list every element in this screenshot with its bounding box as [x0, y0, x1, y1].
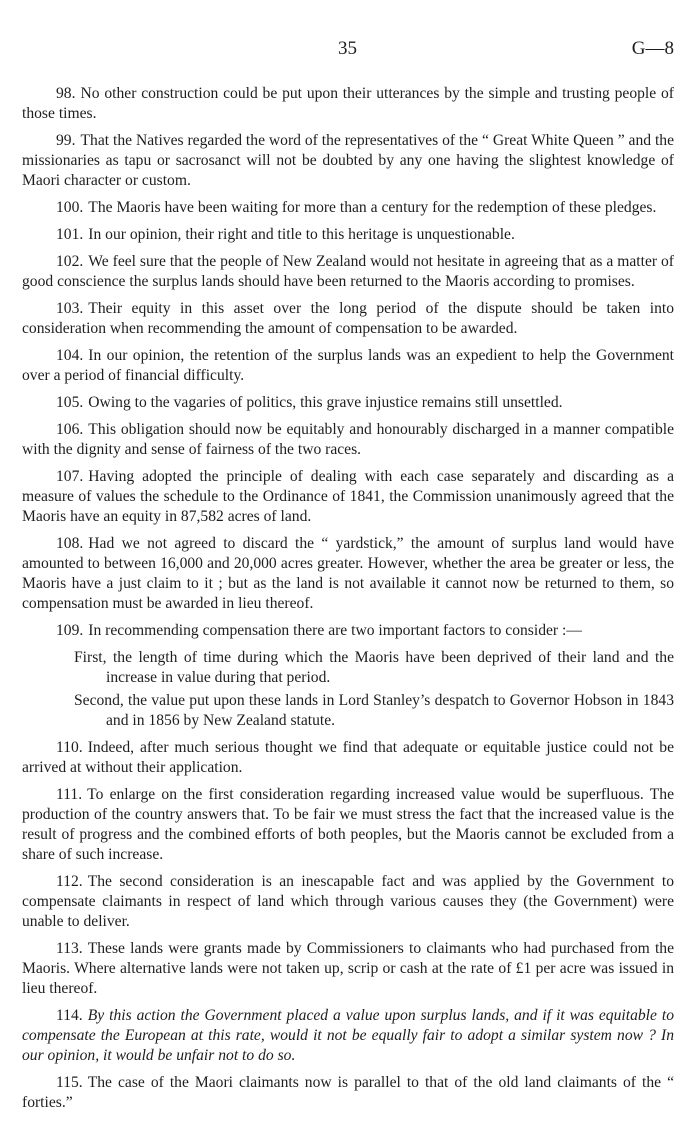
- paragraph-text: The second consideration is an inescapable fact and was applied by the Government to compensate claimants in respect of land which through various causes they (the Government) were unable to deliver.: [22, 873, 674, 930]
- paragraph-109: [22, 621, 674, 641]
- paragraph-number: 112.: [56, 873, 83, 890]
- paragraph-text: Indeed, after much serious thought we find that adequate or equitable justice could not be arrived at without their application.: [22, 739, 674, 776]
- paragraph-text: This obligation should now be equitably and honourably discharged in a manner compatible with the dignity and sense of fairness of the two races.: [22, 421, 674, 458]
- paragraph-115: [22, 1073, 674, 1113]
- document-reference: G—8: [631, 38, 674, 59]
- paragraph-number: 99.: [56, 132, 76, 149]
- page-number: 35: [338, 38, 357, 59]
- paragraph-110: [22, 738, 674, 778]
- paragraph-text: Having adopted the principle of dealing with each case separately and discarding as a measure of values the schedule to the Ordinance of 1841, the Commission unanimously agreed that the Maoris have an equity in 87,582 acres of land.: [22, 468, 674, 525]
- paragraph-101: [22, 225, 674, 245]
- paragraph-text: These lands were grants made by Commissioners to claimants who had purchased from the Maoris. Where alternative lands were not taken up, scrip or cash at the rate of £1 per acre was issued in lieu thereof.: [22, 940, 674, 997]
- paragraph-text: The case of the Maori claimants now is parallel to that of the old land claimants of the “ forties.”: [22, 1074, 674, 1111]
- paragraph-number: 115.: [56, 1074, 83, 1091]
- paragraph-100: [22, 198, 674, 218]
- paragraph-112: [22, 872, 674, 932]
- paragraph-111: [22, 785, 674, 865]
- paragraph-number: 104.: [56, 347, 84, 364]
- paragraph-number: 100.: [56, 199, 84, 216]
- paragraph-number: 111.: [56, 786, 83, 803]
- paragraph-106: [22, 420, 674, 460]
- paragraph-114: [22, 1006, 674, 1066]
- paragraph-113: [22, 939, 674, 999]
- paragraph-number: 109.: [56, 622, 84, 639]
- paragraph-text: Their equity in this asset over the long period of the dispute should be taken into consideration when recommending the amount of compensation to be awarded.: [22, 300, 674, 337]
- paragraph-number: 107.: [56, 468, 84, 485]
- paragraph-number: 101.: [56, 226, 84, 243]
- paragraph-text: Owing to the vagaries of politics, this grave injustice remains still unsettled.: [88, 394, 563, 411]
- paragraph-number: 103.: [56, 300, 84, 317]
- factor-second: Second, the value put upon these lands in Lord Stanley’s despatch to Governor Hobson in 1843 and in 1856 by New Zealand statute.: [74, 692, 674, 729]
- paragraph-102: [22, 252, 674, 292]
- paragraph-text: Had we not agreed to discard the “ yardstick,” the amount of surplus land would have amounted to between 16,000 and 20,000 acres greater. However, whether the area be greater or less, the Maoris have a just claim to it ; but as the land is not available it cannot now be returned to them, so compensation must be awarded in lieu thereof.: [22, 535, 674, 612]
- paragraph-text: The Maoris have been waiting for more than a century for the redemption of these pledges.: [88, 199, 657, 216]
- paragraph-text: We feel sure that the people of New Zealand would not hesitate in agreeing that as a matter of good conscience the surplus lands should have been returned to the Maoris according to promises.: [22, 253, 674, 290]
- paragraph-105: [22, 393, 674, 413]
- document-body: [22, 84, 674, 1120]
- paragraph-text: No other construction could be put upon their utterances by the simple and trusting people of those times.: [22, 85, 674, 122]
- paragraph-text: In our opinion, the retention of the surplus lands was an expedient to help the Government over a period of financial difficulty.: [22, 347, 674, 384]
- paragraph-number: 106.: [56, 421, 84, 438]
- paragraph-107: [22, 467, 674, 527]
- paragraph-98: [22, 84, 674, 124]
- paragraph-number: 110.: [56, 739, 83, 756]
- paragraph-number: 114.: [56, 1007, 83, 1024]
- paragraph-104: [22, 346, 674, 386]
- paragraph-number: 113.: [56, 940, 83, 957]
- paragraph-108: [22, 534, 674, 614]
- paragraph-103: [22, 299, 674, 339]
- paragraph-text-italic: By this action the Government placed a value upon surplus lands, and if it was equitable to compensate the European at this rate, would it not be equally fair to adopt a similar system now ? In our opinion, it would be unfair not to do so.: [22, 1007, 674, 1064]
- paragraph-number: 98.: [56, 85, 76, 102]
- paragraph-text: That the Natives regarded the word of the representatives of the “ Great White Queen ” and the missionaries as tapu or sacrosanct will not be doubted by any one having the slightest knowledge of Maori character or custom.: [22, 132, 674, 189]
- paragraph-text: To enlarge on the first consideration regarding increased value would be superfluous. The production of the country answers that. To be fair we must stress the fact that the increased value is the result of progress and the combined efforts of both peoples, but the Maoris cannot be excluded from a share of such increase.: [22, 786, 674, 863]
- paragraph-number: 108.: [56, 535, 84, 552]
- page-header: [0, 38, 700, 62]
- factor-first: First, the length of time during which the Maoris have been deprived of their land and the increase in value during that period.: [74, 649, 674, 686]
- paragraph-text: In our opinion, their right and title to this heritage is unquestionable.: [88, 226, 515, 243]
- paragraph-number: 102.: [56, 253, 84, 270]
- paragraph-text: In recommending compensation there are two important factors to consider :—: [88, 622, 582, 639]
- paragraph-number: 105.: [56, 394, 84, 411]
- paragraph-99: [22, 131, 674, 191]
